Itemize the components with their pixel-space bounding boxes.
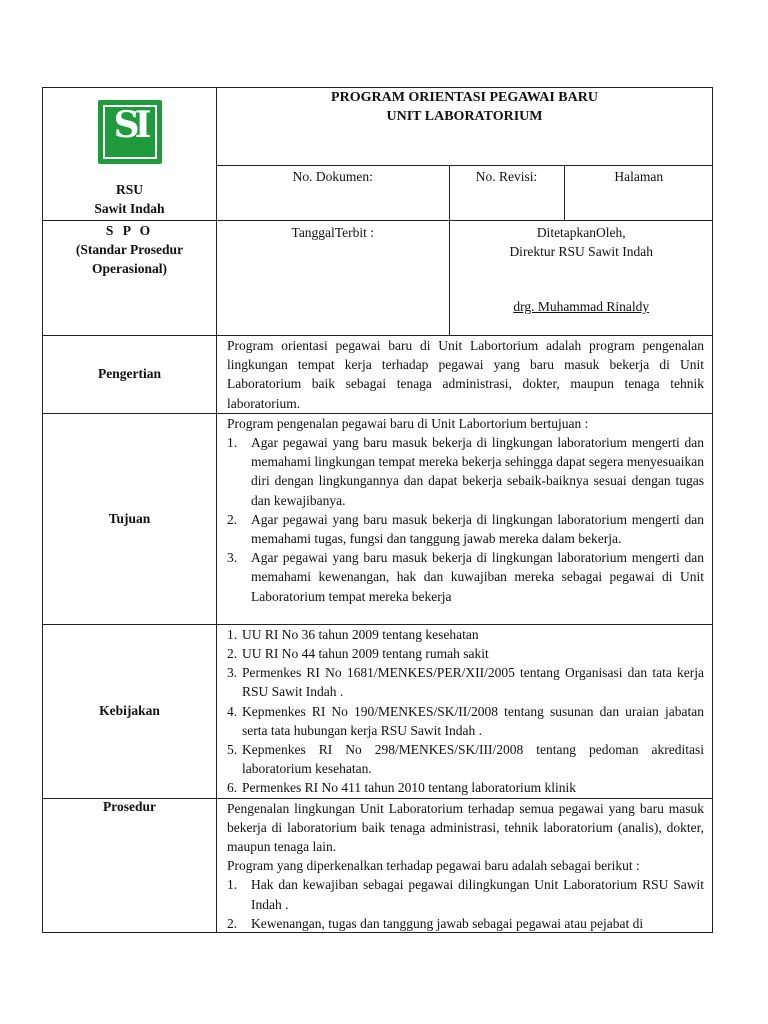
approval-cell (449, 221, 713, 335)
list-item: 3. Permenkes RI No 1681/MENKES/PER/XII/2005 tentang Organisasi dan tata kerja RSU Sawit Indah . (227, 665, 704, 700)
list-item: 6. Permenkes RI No 411 tahun 2010 tentang laboratorium klinik (227, 780, 576, 796)
list-item: 3. Agar pegawai yang baru masuk bekerja di lingkungan laboratorium mengerti dan memahami kewenangan, hak dan kuwajiban mereka sebagai pegawai di Unit Laboratorium tempat mereka bekerja (227, 550, 704, 604)
direktur-label: Direktur RSU Sawit Indah (509, 244, 654, 259)
list-item: 5. Kepmenkes RI No 298/MENKES/SK/III/2008 tentang pedoman akreditasi laboratorium kesehatan. (227, 742, 704, 777)
spo-subtitle-line2: Operasional) (91, 261, 167, 276)
signatory-name: drg. Muhammad Rinaldy (513, 299, 650, 314)
issue-row (217, 221, 713, 336)
logo-lettering: SI (113, 104, 147, 146)
list-item: 1. Hak dan kewajiban sebagai pegawai dilingkungan Unit Laboratorium RSU Sawit Indah . (227, 877, 704, 912)
prosedur-paragraph-1: Pengenalan lingkungan Unit Laboratorium terhadap semua pegawai yang baru masuk bekerja di laboratorium baik tenaga administrasi, tehnik laboratorium (analis), dokter, maupun tenaga lain. (227, 800, 704, 855)
spo-cell (43, 221, 217, 336)
section-label-prosedur: Prosedur (43, 798, 217, 932)
section-label-pengertian: Pengertian (43, 336, 217, 414)
tujuan-content (217, 413, 713, 624)
ditetapkan-label: DitetapkanOleh, (536, 225, 626, 240)
pengertian-text: Program orientasi pegawai baru di Unit Labortorium adalah program pengenalan lingkungan tempat kerja terhadap pegawai yang baru masuk bekerja di Unit Laboratorium baik sebagai tenaga administrasi, dokter, maupun tenaga tehnik laboratorium. (217, 336, 713, 414)
list-item: 2. Agar pegawai yang baru masuk bekerja di lingkungan laboratorium mengerti dan memahami tugas, fungsi dan tanggung jawab mereka dalam bekerja. (227, 511, 704, 547)
list-item: 2. Kewenangan, tugas dan tanggung jawab sebagai pegawai atau pejabat di (227, 915, 644, 931)
halaman-field: Halaman (564, 166, 713, 220)
title-line1: PROGRAM ORIENTASI PEGAWAI BARU (331, 90, 598, 105)
tanggal-terbit-field: TanggalTerbit : (291, 225, 374, 240)
hospital-logo (98, 100, 162, 164)
document-meta-row (217, 165, 713, 220)
kebijakan-content (217, 624, 713, 798)
section-label-kebijakan: Kebijakan (43, 624, 217, 798)
spo-document-table (42, 87, 713, 933)
document-title (217, 88, 713, 166)
prosedur-paragraph-2: Program yang diperkenalkan terhadap pegawai baru adalah sebagai berikut : (227, 858, 640, 874)
section-label-tujuan: Tujuan (43, 413, 217, 624)
list-item: 4. Kepmenkes RI No 190/MENKES/SK/II/2008 tentang susunan dan uraian jabatan serta tata hubungan kerja RSU Sawit Indah . (227, 703, 704, 738)
list-item: 2. UU RI No 44 tahun 2009 tentang rumah sakit (227, 646, 489, 662)
hospital-name (43, 180, 216, 218)
list-item: 1. UU RI No 36 tahun 2009 tentang kesehatan (227, 626, 479, 642)
hospital-identity-cell (43, 88, 217, 221)
spo-subtitle-line1: (Standar Prosedur (75, 242, 184, 257)
no-dokumen-field: No. Dokumen: (292, 168, 373, 184)
hospital-name-line1: RSU (115, 182, 143, 197)
title-line2: UNIT LABORATORIUM (386, 109, 543, 124)
tujuan-intro: Program pengenalan pegawai baru di Unit Labortorium bertujuan : (227, 415, 589, 431)
hospital-name-line2: Sawit Indah (94, 201, 165, 216)
prosedur-content (217, 798, 713, 932)
spo-title: S P O (105, 223, 154, 238)
no-revisi-field: No. Revisi: (449, 166, 564, 220)
list-item: 1. Agar pegawai yang baru masuk bekerja di lingkungan laboratorium mengerti dan memahami lingkungan tempat mereka bekerja sehingga dapat segera menyesuaikan diri dengan lingkungannya dan dapat bekerja sebaik-baiknya sesuai dengan tugas dan kewajibanya. (227, 435, 704, 508)
